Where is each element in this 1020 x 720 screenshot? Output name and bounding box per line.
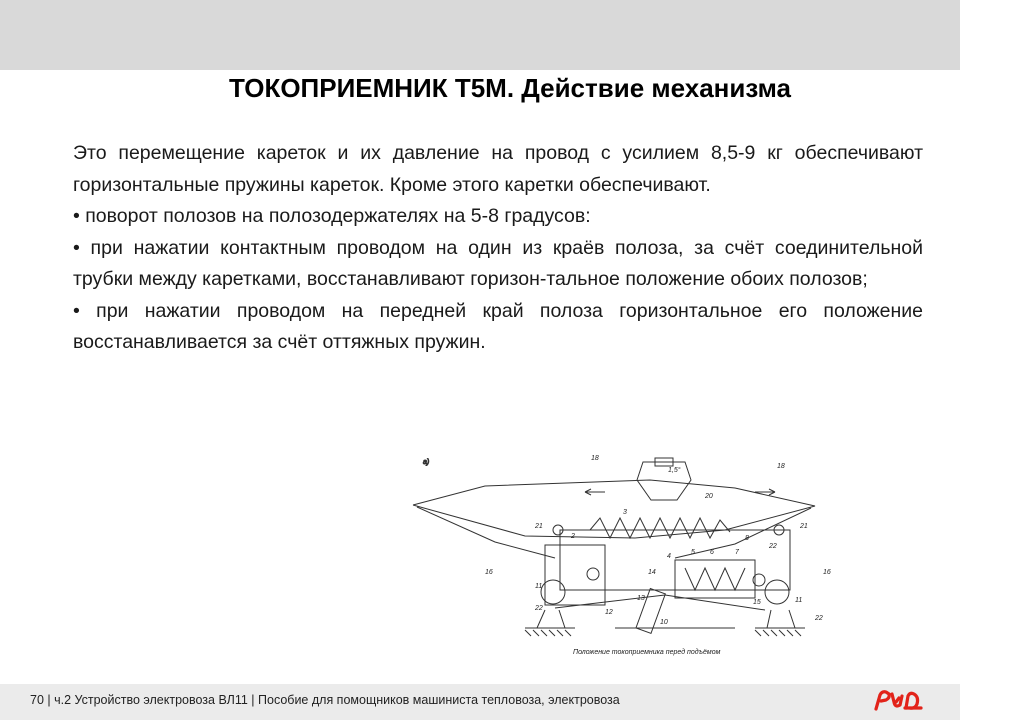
part-label: 11 [535, 583, 543, 590]
paragraph-intro: Это перемещение кареток и их давление на провод с усилием 8,5-9 кг обеспечивают горизонтальные пружины кареток. Кроме этого каретки обеспечивают. [73, 142, 923, 196]
part-label: 18 [777, 463, 785, 470]
part-label: 15 [753, 599, 761, 606]
part-label: 22 [815, 615, 823, 622]
figure-caption: Положение токоприемника перед подъёмом [573, 649, 721, 656]
page-number: 70 [30, 693, 44, 707]
part-label: 2 [571, 533, 575, 540]
part-label: 21 [800, 523, 808, 530]
body-text [73, 138, 923, 359]
part-label: 10 [660, 619, 668, 626]
part-label: 11 [795, 597, 803, 604]
angle-label: 1,5° [668, 467, 681, 474]
part-label: 13 [637, 595, 645, 602]
footer-text [30, 693, 620, 707]
rzd-logo-icon [872, 688, 926, 714]
header-band [0, 0, 960, 70]
part-label: 20 [705, 493, 713, 500]
part-label: 16 [485, 569, 493, 576]
part-label: 22 [769, 543, 777, 550]
part-label: 18 [591, 455, 599, 462]
part-label: 14 [648, 569, 656, 576]
part-label: 6 [710, 549, 714, 556]
bullet-item: • при нажатии контактным проводом на один из краёв полоза, за счёт соединительной трубки между каретками, восстанавливают горизон-тальное положение обоих полозов; [73, 236, 923, 290]
footer-caption: | ч.2 Устройство электровоза ВЛ11 | Пособие для помощников машиниста тепловоза, электровоза [47, 693, 620, 707]
pantograph-diagram [405, 450, 831, 665]
bullet-item: • при нажатии проводом на передней край полоза горизонтальное его положение восстанавливается за счёт оттяжных пружин. [73, 299, 923, 353]
rzd-logo-graphic [872, 688, 926, 714]
pantograph-drawing [405, 450, 831, 665]
part-label: 8 [745, 535, 749, 542]
part-label: 3 [623, 509, 627, 516]
part-label: 12 [605, 609, 613, 616]
part-label: 4 [667, 553, 671, 560]
part-label: 7 [735, 549, 739, 556]
part-label: 16 [823, 569, 831, 576]
bullet-item: • поворот полозов на полозодержателях на 5-8 градусов: [73, 205, 591, 227]
slide-title: ТОКОПРИЕМНИК Т5М. Действие механизма [229, 73, 791, 103]
panel-label: а) [423, 459, 430, 466]
part-label: 21 [535, 523, 543, 530]
part-label: 22 [535, 605, 543, 612]
part-label: 5 [691, 549, 695, 556]
